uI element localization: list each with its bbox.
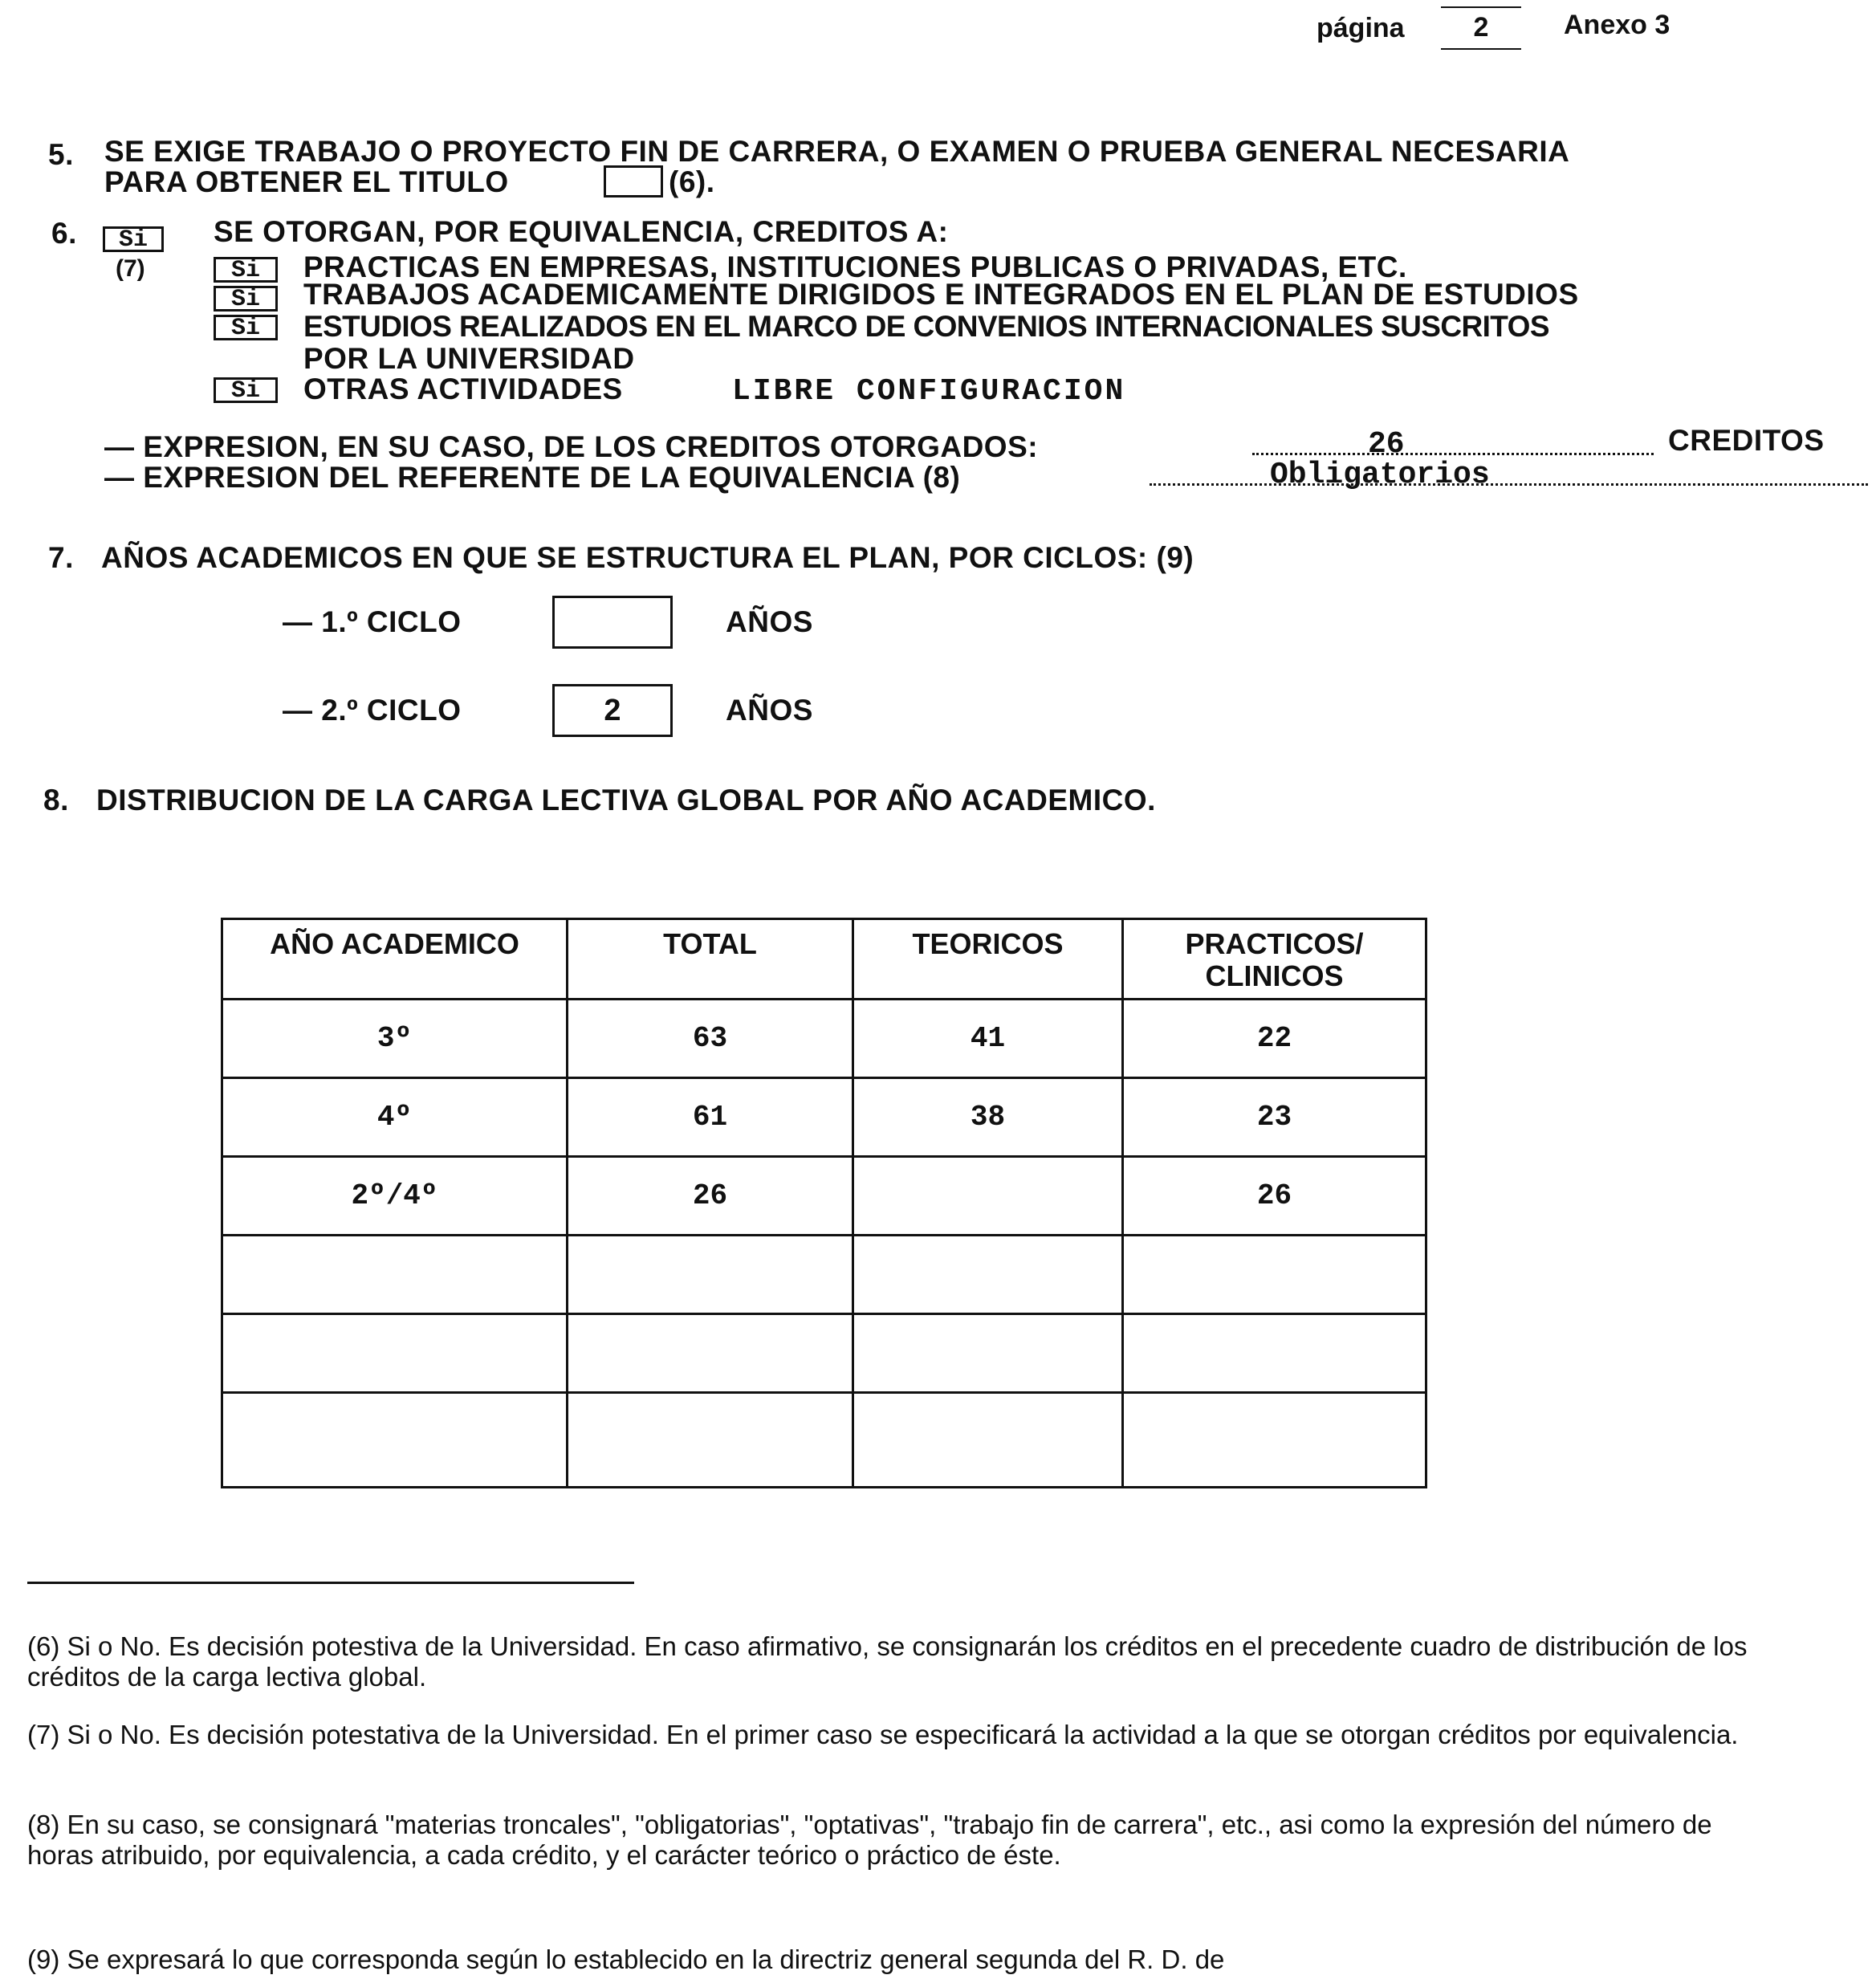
referent-value: Obligatorios xyxy=(1270,458,1490,492)
cell-year[interactable] xyxy=(222,1393,568,1488)
cell-practice[interactable] xyxy=(1123,1393,1426,1488)
cycle1-label: — 1.º CICLO xyxy=(283,605,462,638)
option4-value: LIBRE CONFIGURACION xyxy=(732,374,1126,409)
item5-note: (6). xyxy=(669,165,715,198)
referent-label: — EXPRESION DEL REFERENTE DE LA EQUIVALENCIA (8) xyxy=(104,461,961,494)
cycle2-value: 2 xyxy=(604,694,621,727)
cell-total[interactable] xyxy=(568,1393,853,1488)
cycle2-unit: AÑOS xyxy=(726,694,813,727)
cell-year[interactable] xyxy=(222,1314,568,1393)
item5-number: 5. xyxy=(48,138,74,171)
item5-checkbox[interactable] xyxy=(604,165,663,197)
footnote-separator xyxy=(27,1582,634,1584)
cell-year[interactable]: 2º/4º xyxy=(222,1157,568,1236)
cell-year[interactable]: 4º xyxy=(222,1078,568,1157)
option4-box[interactable]: Si xyxy=(214,377,278,403)
col-year: AÑO ACADEMICO xyxy=(222,919,568,1000)
table-row xyxy=(222,1314,1426,1393)
cell-theory[interactable] xyxy=(853,1393,1123,1488)
item6-note: (7) xyxy=(116,255,145,282)
item6-heading: SE OTORGAN, POR EQUIVALENCIA, CREDITOS A: xyxy=(214,215,949,248)
table-row xyxy=(222,1078,1426,1157)
option2-label: TRABAJOS ACADEMICAMENTE DIRIGIDOS E INTEGRADOS EN EL PLAN DE ESTUDIOS xyxy=(303,278,1579,311)
table-row xyxy=(222,1236,1426,1314)
option3-box[interactable]: Si xyxy=(214,315,278,340)
table-row xyxy=(222,1157,1426,1236)
option2-box[interactable]: Si xyxy=(214,286,278,312)
item8-number: 8. xyxy=(43,784,69,816)
item5-line2: PARA OBTENER EL TITULO xyxy=(104,165,509,198)
cell-theory[interactable] xyxy=(853,1314,1123,1393)
cell-theory[interactable]: 41 xyxy=(853,1000,1123,1078)
cell-total[interactable] xyxy=(568,1314,853,1393)
credit-distribution-table xyxy=(221,918,1427,1488)
page-number: 2 xyxy=(1473,12,1489,43)
col-practice-line2: CLINICOS xyxy=(1205,959,1344,992)
col-practice-line1: PRACTICOS/ xyxy=(1185,927,1364,960)
table-row xyxy=(222,1393,1426,1488)
cell-total[interactable]: 26 xyxy=(568,1157,853,1236)
referent-dotted-line xyxy=(1150,483,1868,486)
footnote-8: (8) En su caso, se consignará "materias troncales", "obligatorias", "optativas", "trabajo fin de carrera", etc., asi como la expresión del número de horas atribuido, por equivalencia, a cada crédito, y el carácter teórico o práctico de éste. xyxy=(27,1810,1712,1870)
cell-practice[interactable] xyxy=(1123,1314,1426,1393)
cell-theory[interactable]: 38 xyxy=(853,1078,1123,1157)
page-number-box xyxy=(1441,6,1521,50)
option3-label-line2: POR LA UNIVERSIDAD xyxy=(303,342,635,375)
page-label: página xyxy=(1316,13,1405,43)
option3-label: ESTUDIOS REALIZADOS EN EL MARCO DE CONVENIOS INTERNACIONALES SUSCRITOS xyxy=(303,310,1549,343)
item7-number: 7. xyxy=(48,541,74,574)
cell-practice[interactable]: 26 xyxy=(1123,1157,1426,1236)
table-row xyxy=(222,1000,1426,1078)
cell-total[interactable] xyxy=(568,1236,853,1314)
footnote-6: (6) Si o No. Es decisión potestiva de la Universidad. En caso afirmativo, se consignarán los créditos en el precedente cuadro de distribución de los créditos de la carga lectiva global. xyxy=(27,1631,1748,1692)
item6-number: 6. xyxy=(51,217,77,250)
cycle2-label: — 2.º CICLO xyxy=(283,694,462,727)
cycle1-unit: AÑOS xyxy=(726,605,813,638)
cell-year[interactable]: 3º xyxy=(222,1000,568,1078)
item6-main-box[interactable]: Si xyxy=(103,226,164,252)
cell-total[interactable]: 61 xyxy=(568,1078,853,1157)
col-practice xyxy=(1123,919,1426,1000)
option1-box[interactable]: Si xyxy=(214,257,278,283)
cell-year[interactable] xyxy=(222,1236,568,1314)
col-theory: TEORICOS xyxy=(853,919,1123,1000)
item8-heading: DISTRIBUCION DE LA CARGA LECTIVA GLOBAL POR AÑO ACADEMICO. xyxy=(96,784,1156,816)
footnote-9: (9) Se expresará lo que corresponda según lo establecido en la directriz general segunda del R. D. de xyxy=(27,1944,1225,1974)
cycle1-box[interactable] xyxy=(552,596,673,649)
col-total: TOTAL xyxy=(568,919,853,1000)
annex-label: Anexo 3 xyxy=(1564,10,1670,40)
item5-line1: SE EXIGE TRABAJO O PROYECTO FIN DE CARRERA, O EXAMEN O PRUEBA GENERAL NECESARIA xyxy=(104,135,1570,168)
item7-heading: AÑOS ACADEMICOS EN QUE SE ESTRUCTURA EL PLAN, POR CICLOS: (9) xyxy=(101,541,1194,574)
cell-practice[interactable]: 23 xyxy=(1123,1078,1426,1157)
table-header-row xyxy=(222,919,1426,1000)
credits-label: — EXPRESION, EN SU CASO, DE LOS CREDITOS OTORGADOS: xyxy=(104,430,1039,463)
cell-practice[interactable] xyxy=(1123,1236,1426,1314)
cell-theory[interactable] xyxy=(853,1157,1123,1236)
credits-value: 26 xyxy=(1368,427,1405,462)
cell-practice[interactable]: 22 xyxy=(1123,1000,1426,1078)
cell-total[interactable]: 63 xyxy=(568,1000,853,1078)
footnote-7: (7) Si o No. Es decisión potestativa de la Universidad. En el primer caso se especificará la actividad a la que se otorgan créditos por equivalencia. xyxy=(27,1720,1739,1749)
cycle2-box[interactable] xyxy=(552,684,673,737)
cell-theory[interactable] xyxy=(853,1236,1123,1314)
option4-label: OTRAS ACTIVIDADES xyxy=(303,373,623,405)
credits-dotted-line xyxy=(1252,453,1654,455)
credits-unit: CREDITOS xyxy=(1668,424,1825,457)
option1-label: PRACTICAS EN EMPRESAS, INSTITUCIONES PUBLICAS O PRIVADAS, ETC. xyxy=(303,250,1407,283)
